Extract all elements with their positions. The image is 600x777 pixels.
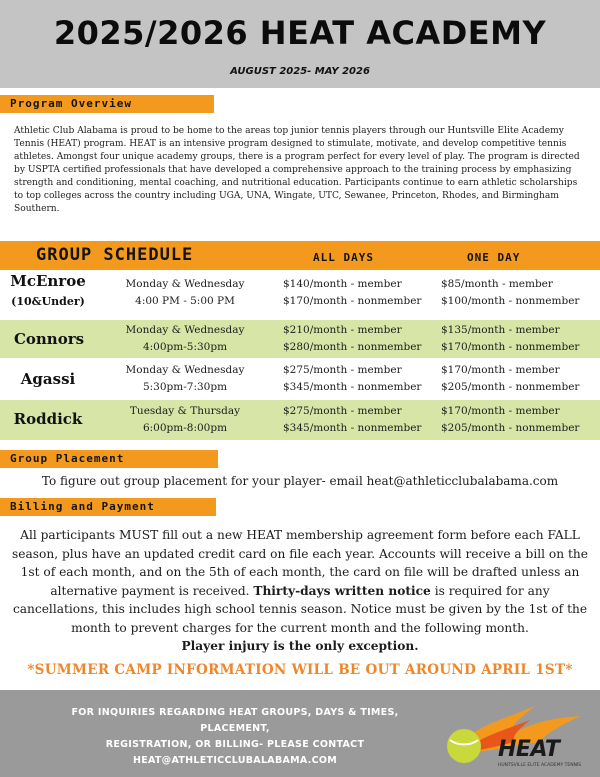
group-age-note: (10&Under) xyxy=(11,295,85,308)
group-schedule-heading: GROUP SCHEDULE xyxy=(36,245,194,265)
heat-logo-tagline: HUNTSVILLE ELITE ACADEMY TENNIS xyxy=(498,763,582,768)
group-time: 5:30pm-7:30pm xyxy=(142,381,228,393)
all-days-member-price: $275/month - member xyxy=(283,405,402,417)
one-day-member-price: $85/month - member xyxy=(441,278,553,290)
all-days-nonmember-price: $345/month - nonmember xyxy=(283,381,422,393)
group-placement-text: To figure out group placement for your player- email heat@athleticclubalabama.com xyxy=(41,474,559,488)
group-name: Connors xyxy=(13,330,85,348)
group-days: Monday & Wednesday xyxy=(125,324,245,336)
all-days-nonmember-price: $280/month - nonmember xyxy=(283,341,422,353)
contact-email: HEAT@ATHLETICCLUBALABAMA.COM xyxy=(132,755,338,766)
contact-line-1: FOR INQUIRIES REGARDING HEAT GROUPS, DAYS & TIMES, PLACEMENT, xyxy=(71,707,399,734)
billing-text xyxy=(12,526,588,656)
billing-text-part2: is required for any cancellations, this includes high school tennis season. Notice must be given by the 1st of the month to prevent charges for the current month and the following month. xyxy=(12,583,588,635)
billing-exception-bold: Player injury is the only exception. xyxy=(181,639,419,653)
all-days-nonmember-price: $170/month - nonmember xyxy=(283,295,422,307)
program-overview-heading: Program Overview xyxy=(0,95,214,113)
group-days: Tuesday & Thursday xyxy=(129,405,241,417)
summer-camp-notice: *SUMMER CAMP INFORMATION WILL BE OUT AROUND APRIL 1ST* xyxy=(27,662,573,678)
one-day-member-price: $135/month - member xyxy=(441,324,560,336)
one-day-member-price: $170/month - member xyxy=(441,364,560,376)
all-days-member-price: $140/month - member xyxy=(283,278,402,290)
one-day-column-heading: ONE DAY xyxy=(467,251,521,264)
group-name: McEnroe xyxy=(10,272,86,290)
program-overview-text: Athletic Club Alabama is proud to be home to the areas top junior tennis players through our Huntsville Elite Academy Tennis (HEAT) program. HEAT is an intensive program designed to stimulate, motivate, and develop competitive tennis athletes. Amongst four unique academy groups, there is a program perfect for every level of play. The program is directed by USPTA certified professionals that have developed a comprehensive approach to the training process by emphasizing strength and conditioning, mental coaching, and nutritional education. Participants continue to earn athletic scholarships to top colleges across the country including UGA, UNA, Wingate, UTC, Sewanee, Princeton, Rhodes, and Birmingham Southern. xyxy=(14,126,580,214)
all-days-nonmember-price: $345/month - nonmember xyxy=(283,422,422,434)
one-day-nonmember-price: $205/month - nonmember xyxy=(441,381,580,393)
billing-text-part1: All participants MUST fill out a new HEAT membership agreement form before each FALL season, plus have an updated credit card on file each year. Accounts will receive a bill on the 1st of each month, and on the 5th of each month, the card on file will be drafted unless an alternative payment is received. xyxy=(12,528,588,598)
all-days-member-price: $210/month - member xyxy=(283,324,402,336)
group-time: 4:00 PM - 5:00 PM xyxy=(135,295,235,307)
heat-logo-text: HEAT xyxy=(498,737,560,762)
all-days-column-heading: ALL DAYS xyxy=(313,251,374,264)
one-day-nonmember-price: $100/month - nonmember xyxy=(441,295,580,307)
group-days: Monday & Wednesday xyxy=(125,364,245,376)
all-days-member-price: $275/month - member xyxy=(283,364,402,376)
contact-line-2: REGISTRATION, OR BILLING- PLEASE CONTACT xyxy=(105,739,365,750)
one-day-nonmember-price: $170/month - nonmember xyxy=(441,341,580,353)
one-day-member-price: $170/month - member xyxy=(441,405,560,417)
group-placement-heading: Group Placement xyxy=(0,450,218,468)
one-day-nonmember-price: $205/month - nonmember xyxy=(441,422,580,434)
group-time: 6:00pm-8:00pm xyxy=(142,422,228,434)
page-title: 2025/2026 HEAT ACADEMY xyxy=(53,14,547,52)
group-days: Monday & Wednesday xyxy=(125,278,245,290)
group-name: Agassi xyxy=(20,370,76,388)
date-range-subtitle: AUGUST 2025- MAY 2026 xyxy=(230,66,370,77)
contact-info xyxy=(40,705,430,769)
group-name: Roddick xyxy=(13,410,83,428)
billing-notice-bold: Thirty-days written notice xyxy=(253,583,431,598)
group-time: 4:00pm-5:30pm xyxy=(142,341,228,353)
billing-payment-heading: Billing and Payment xyxy=(0,498,216,516)
